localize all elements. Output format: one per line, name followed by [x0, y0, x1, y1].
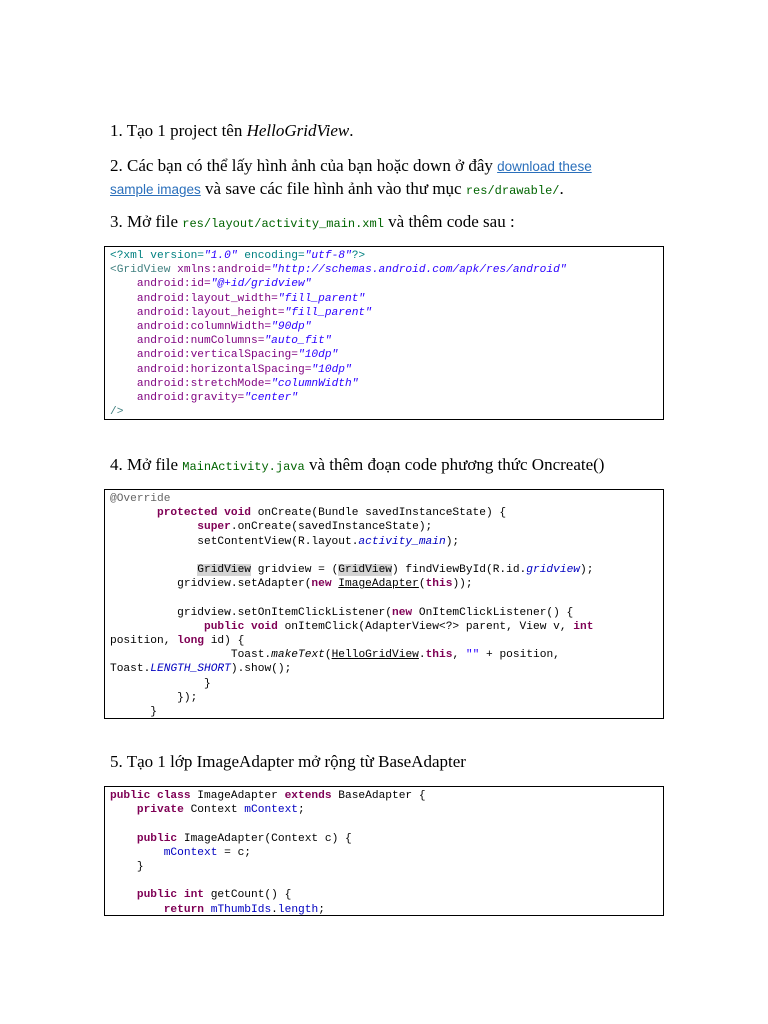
override-annotation: @Override	[110, 493, 171, 505]
xml-code	[110, 249, 658, 419]
java-kw: public int	[136, 889, 204, 902]
java-text: }	[136, 861, 144, 874]
attr-num-columns-value: "auto_fit"	[264, 335, 332, 348]
java-kw: extends	[284, 790, 332, 802]
java-text: gridview = (	[251, 564, 339, 577]
java-code	[110, 492, 658, 719]
java-code-block	[104, 489, 664, 719]
attr-horizontal-spacing: android:horizontalSpacing=	[110, 363, 312, 376]
step-1-suffix: .	[349, 121, 354, 140]
java-kw: this	[425, 649, 453, 662]
gridview-close: />	[110, 406, 124, 419]
java-kw: this	[425, 578, 453, 591]
java-text: getCount() {	[204, 889, 292, 902]
xml-version: "1.0"	[204, 250, 238, 262]
xml-encoding-attr: encoding=	[237, 250, 305, 262]
java-text: onCreate(Bundle savedInstanceState) {	[251, 507, 507, 520]
java-text: ImageAdapter	[190, 790, 285, 802]
gridview-tag: <GridView	[110, 264, 178, 277]
java-text: setContentView(R.layout.	[197, 535, 359, 548]
java-text: .	[271, 903, 278, 916]
attr-vertical-spacing: android:verticalSpacing=	[110, 349, 298, 362]
java-text: ImageAdapter(Context c) {	[177, 832, 352, 845]
step-1-text	[110, 120, 353, 142]
step-3-suffix: và thêm code sau :	[383, 212, 515, 231]
attr-stretch-mode-value: "columnWidth"	[271, 377, 359, 390]
java-text: Toast.	[110, 663, 151, 676]
step-3-text	[110, 211, 515, 235]
java-highlight: GridView	[197, 564, 251, 577]
step-1-prefix: 1. Tạo 1 project tên	[110, 121, 247, 140]
java-text: ;	[298, 804, 305, 817]
java-text: Context	[183, 804, 245, 817]
java-text: );	[445, 535, 460, 548]
xml-code-block	[104, 246, 664, 420]
java-kw: super	[197, 521, 231, 534]
java-text: ).show();	[230, 663, 292, 676]
attr-layout-height-value: "fill_parent"	[284, 306, 372, 319]
attr-layout-width-value: "fill_parent"	[277, 292, 366, 305]
java-underlined: HelloGridView	[331, 649, 419, 662]
java-text: gridview.setAdapter(	[177, 578, 312, 591]
java-kw: public class	[110, 790, 191, 802]
java-italic: makeText	[271, 649, 325, 662]
xml-decl: <?xml version=	[110, 250, 204, 262]
java-text: id) {	[204, 635, 245, 648]
java-text: position,	[110, 635, 178, 648]
java-text: ));	[452, 578, 473, 591]
java-kw: new	[311, 578, 332, 591]
xml-encoding: "utf-8"	[304, 250, 352, 262]
java-field: length	[277, 903, 319, 916]
layout-file-name: res/layout/activity_main.xml	[182, 217, 384, 231]
attr-column-width-value: "90dp"	[271, 321, 312, 334]
adapter-code-block	[104, 786, 664, 916]
java-field: LENGTH_SHORT	[150, 663, 231, 676]
project-name: HelloGridView	[246, 121, 350, 140]
java-text: (	[324, 649, 332, 662]
xmlns-value: "http://schemas.android.com/apk/res/android"	[271, 264, 567, 277]
java-text: OnItemClickListener() {	[412, 606, 574, 619]
java-text: Toast.	[230, 649, 272, 662]
step-2-text-b: và save các file hình ảnh vào thư mục	[200, 179, 466, 198]
step-4-text	[110, 454, 604, 478]
java-highlight: GridView	[338, 564, 392, 577]
download-link-part2[interactable]: sample images	[110, 182, 201, 197]
java-field: mThumbIds	[210, 903, 272, 916]
java-text: .onCreate(savedInstanceState);	[230, 521, 433, 534]
step-2-text	[110, 155, 650, 202]
attr-gravity-value: "center"	[244, 392, 298, 405]
java-text: = c;	[217, 846, 252, 859]
java-text: ,	[452, 649, 466, 662]
java-text: gridview.setOnItemClickListener(	[177, 606, 392, 619]
attr-layout-height: android:layout_height=	[110, 306, 285, 319]
java-text: (	[418, 578, 426, 591]
java-kw: return	[163, 903, 205, 916]
java-text: }	[150, 706, 158, 719]
xml-decl-end: ?>	[351, 250, 366, 262]
java-text: });	[177, 691, 198, 704]
xmlns-attr: xmlns:android=	[177, 264, 272, 277]
java-field: mContext	[163, 846, 218, 859]
java-text	[204, 904, 211, 916]
step-5-label: 5. Tạo 1 lớp ImageAdapter mở rộng từ BaseAdapter	[110, 752, 466, 771]
attr-id: android:id=	[110, 278, 211, 291]
java-kw: int	[573, 620, 594, 633]
step-4-prefix: 4. Mở file	[110, 455, 183, 474]
attr-horizontal-spacing-value: "10dp"	[311, 363, 352, 376]
main-activity-file-name: MainActivity.java	[182, 460, 305, 474]
java-string: ""	[465, 649, 480, 662]
java-text: );	[580, 564, 594, 577]
step-2-suffix: .	[559, 179, 564, 198]
attr-id-value: "@+id/gridview"	[210, 278, 312, 291]
java-text: onItemClick(AdapterView<?> parent, View v,	[277, 620, 574, 633]
java-field: gridview	[526, 564, 580, 577]
java-text: ) findViewById(R.id.	[392, 564, 527, 577]
java-kw: public	[136, 832, 178, 845]
java-field: activity_main	[358, 535, 446, 548]
step-4-suffix: và thêm đoạn code phương thức Oncreate()	[304, 455, 605, 474]
attr-stretch-mode: android:stretchMode=	[110, 377, 272, 390]
attr-gravity: android:gravity=	[110, 392, 245, 405]
step-5-text	[110, 751, 466, 773]
step-3-prefix: 3. Mở file	[110, 212, 183, 231]
java-kw: long	[177, 635, 204, 648]
java-text: ;	[318, 903, 325, 916]
java-kw: new	[391, 606, 413, 619]
java-text: .	[418, 649, 426, 662]
adapter-code	[110, 789, 658, 917]
java-text: BaseAdapter {	[331, 790, 426, 802]
java-text: + position,	[479, 649, 560, 662]
java-field: mContext	[244, 804, 299, 817]
java-kw: public void	[204, 620, 278, 633]
step-2-text-a: 2. Các bạn có thể lấy hình ảnh của bạn hoặc down ở đây	[110, 156, 498, 175]
attr-column-width: android:columnWidth=	[110, 321, 272, 334]
attr-vertical-spacing-value: "10dp"	[297, 349, 339, 362]
attr-layout-width: android:layout_width=	[110, 292, 278, 305]
drawable-folder: res/drawable/	[465, 184, 560, 198]
attr-num-columns: android:numColumns=	[110, 335, 265, 348]
java-underlined: ImageAdapter	[338, 578, 419, 591]
java-kw: private	[136, 804, 184, 817]
java-text: }	[204, 677, 211, 690]
download-link-part1[interactable]: download these	[497, 159, 592, 174]
java-kw: protected void	[157, 507, 251, 520]
